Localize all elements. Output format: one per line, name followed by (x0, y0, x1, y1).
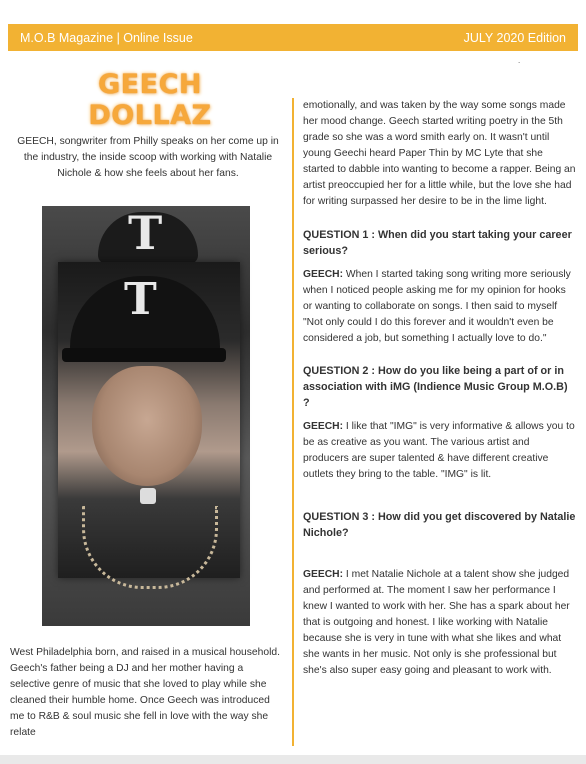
answer-2-label: GEECH: (303, 421, 344, 432)
article-title: GEECH DOLLAZ (88, 69, 212, 131)
left-body-text: West Philadelphia born, and raised in a musical household. Geech's father being a DJ and her mother having a selective genre of music that she loved to play while she cleaned their humble home. Once Geech was introduced me to R&B & soul music she fell in love with the way she relate (10, 647, 280, 738)
header-edition: JULY 2020 Edition (463, 30, 566, 45)
question-2: QUESTION 2 : How do you like being a part of or in association with iMG (Indience Music Group M.O.B) ? (303, 365, 568, 409)
cap-letter-outer: T (128, 206, 163, 260)
header-publication: M.O.B Magazine | Online Issue (20, 30, 193, 45)
answer-2-text: I like that "IMG" is very informative & allows you to be as creative as you want. The various artist and producers are super talented & have different creative outlets they bring to the table. "IMG" is lit. (303, 421, 575, 480)
page-bottom-bar (0, 755, 586, 764)
article-intro: GEECH, songwriter from Philly speaks on her come up in the industry, the inside scoop with working with Natalie Nichole & how she feels about her fans. (17, 136, 279, 179)
face-shape (92, 366, 202, 486)
column-divider (292, 98, 294, 746)
right-column (303, 98, 577, 679)
magazine-header-bar (8, 24, 578, 51)
answer-2 (303, 419, 577, 483)
artist-photo (42, 206, 250, 626)
answer-1-label: GEECH: (303, 269, 344, 280)
question-3: QUESTION 3 : How did you get discovered by Natalie Nichole? (303, 511, 576, 539)
cap-letter-inner: T (124, 274, 157, 325)
answer-1-text: When I started taking song writing more seriously when I noticed people asking me for my opinion for hooks or wanting to collaborate on songs. I then said to myself "Not only could I do this forever and it wouldn't even be considered a job, but something I actually love to do." (303, 269, 571, 344)
pendant-shape (140, 488, 156, 504)
answer-3 (303, 567, 577, 679)
header-dot: . (518, 56, 521, 65)
answer-3-label: GEECH: (303, 569, 344, 580)
cap-visor (62, 348, 226, 362)
answer-1 (303, 267, 577, 347)
answer-3-text: I met Natalie Nichole at a talent show she judged and performed at. The moment I saw her performance I knew I wanted to work with her. She has a spark about her that is outgoing and honest. I like working with Natalie because she is very in tune with what she likes and what she wants in her music. Not only is she professional but she's also super easy going and pleasant to work with. (303, 569, 570, 676)
question-1: QUESTION 1 : When did you start taking your career serious? (303, 229, 572, 257)
intro-continued: emotionally, and was taken by the way some songs made her mood change. Geech started writing poetry in the 5th grade so she was a word smith early on. It wasn't until young Geechi heard Paper Thin by MC Lyte that she started to dabble into wanting to become a rapper. Being an artist preoccupied her for a little while, but the love she had for writing surpassed her desire to be in the lime light. (303, 100, 576, 207)
